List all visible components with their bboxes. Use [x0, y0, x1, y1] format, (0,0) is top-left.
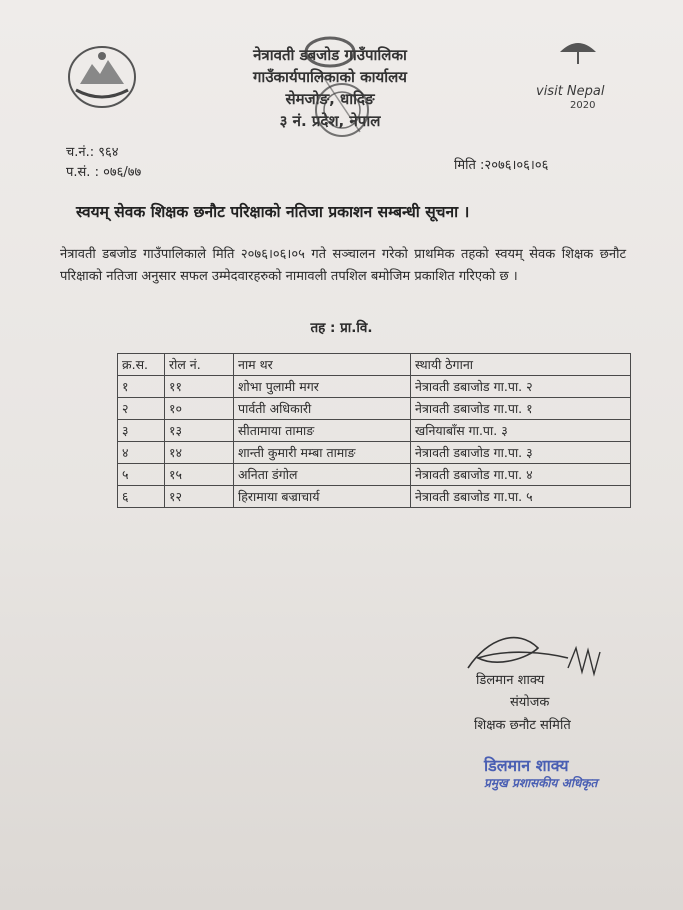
cell-address: नेत्रावती डबाजोड गा.पा. २ [411, 376, 631, 398]
table-row [118, 486, 631, 508]
notice-body: नेत्रावती डबजोड गाउँपालिकाले मिति २०७६।०६।०५ गते सञ्चालन गरेको प्राथमिक तहको स्वयम् सेवक शिक्षक छनौट परिक्षाको नतिजा अनुसार सफल उम्मेदवारहरुको नामावली तपशिल बमोजिम प्रकाशित गरिएको छ । [60, 247, 626, 284]
cell-serial: २ [118, 398, 165, 420]
cell-roll: १३ [165, 420, 234, 442]
signatory-role: संयोजक [510, 695, 550, 710]
cell-roll: १२ [165, 486, 234, 508]
cell-name: अनिता डंगोल [234, 464, 411, 486]
col-roll: रोल नं. [165, 354, 234, 376]
table-row [118, 420, 631, 442]
cell-address: नेत्रावती डबाजोड गा.पा. ५ [411, 486, 631, 508]
cell-roll: १४ [165, 442, 234, 464]
table-row [118, 464, 631, 486]
cell-serial: ६ [118, 486, 165, 508]
cell-name: पार्वती अधिकारी [234, 398, 411, 420]
notice-subject: स्वयम् सेवक शिक्षक छनौट परिक्षाको नतिजा प्रकाशन सम्बन्धी सूचना । [76, 203, 470, 221]
table-row [118, 376, 631, 398]
municipality-name: नेत्रावती डबजोड गाउँपालिका [253, 46, 407, 64]
seal-title: प्रमुख प्रशासकीय अधिकृत [484, 776, 598, 790]
cell-address: नेत्रावती डबाजोड गा.पा. १ [411, 398, 631, 420]
cell-name: शान्ती कुमारी मम्बा तामाङ [234, 442, 411, 464]
cell-name: शोभा पुलामी मगर [234, 376, 411, 398]
col-serial: क्र.स. [118, 354, 165, 376]
signatory-name: डिलमान शाक्य [476, 673, 545, 688]
cell-serial: ५ [118, 464, 165, 486]
cell-address: नेत्रावती डबाजोड गा.पा. ३ [411, 442, 631, 464]
visit-nepal-text: visit Nepal [536, 84, 605, 99]
office-name: गाउँकार्यपालिकाको कार्यालय [252, 68, 407, 86]
cell-serial: ३ [118, 420, 165, 442]
cell-name: हिरामाया बज्राचार्य [234, 486, 411, 508]
cell-roll: १५ [165, 464, 234, 486]
table-row [118, 398, 631, 420]
umbrella-icon [558, 36, 598, 66]
letter-number: च.नं.: ९६४ [66, 145, 119, 160]
results-table [117, 353, 631, 508]
col-name: नाम थर [234, 354, 411, 376]
table-row [118, 442, 631, 464]
patra-sankhya: प.सं. : ०७६/७७ [66, 165, 142, 180]
nepal-emblem-icon [66, 44, 138, 110]
cell-roll: ११ [165, 376, 234, 398]
table-header-row [118, 354, 631, 376]
office-stamp-icon [280, 22, 390, 142]
cell-serial: १ [118, 376, 165, 398]
seal-name: डिलमान शाक्य [484, 756, 569, 775]
cell-serial: ४ [118, 442, 165, 464]
signatory-committee: शिक्षक छनौट समिति [474, 718, 571, 733]
office-location: सेमजोङ, धादिङ [285, 90, 375, 108]
level-label: तह : प्रा.वि. [310, 320, 373, 336]
cell-address: नेत्रावती डबाजोड गा.पा. ४ [411, 464, 631, 486]
cell-roll: १० [165, 398, 234, 420]
cell-name: सीतामाया तामाङ [234, 420, 411, 442]
col-address: स्थायी ठेगाना [411, 354, 631, 376]
visit-nepal-year: 2020 [570, 100, 596, 111]
letter-date: मिति :२०७६।०६।०६ [454, 158, 549, 173]
visit-nepal-logo [530, 34, 640, 116]
cell-address: खनियाबाँस गा.पा. ३ [411, 420, 631, 442]
province-line: ३ नं. प्रदेश, नेपाल [279, 112, 381, 130]
